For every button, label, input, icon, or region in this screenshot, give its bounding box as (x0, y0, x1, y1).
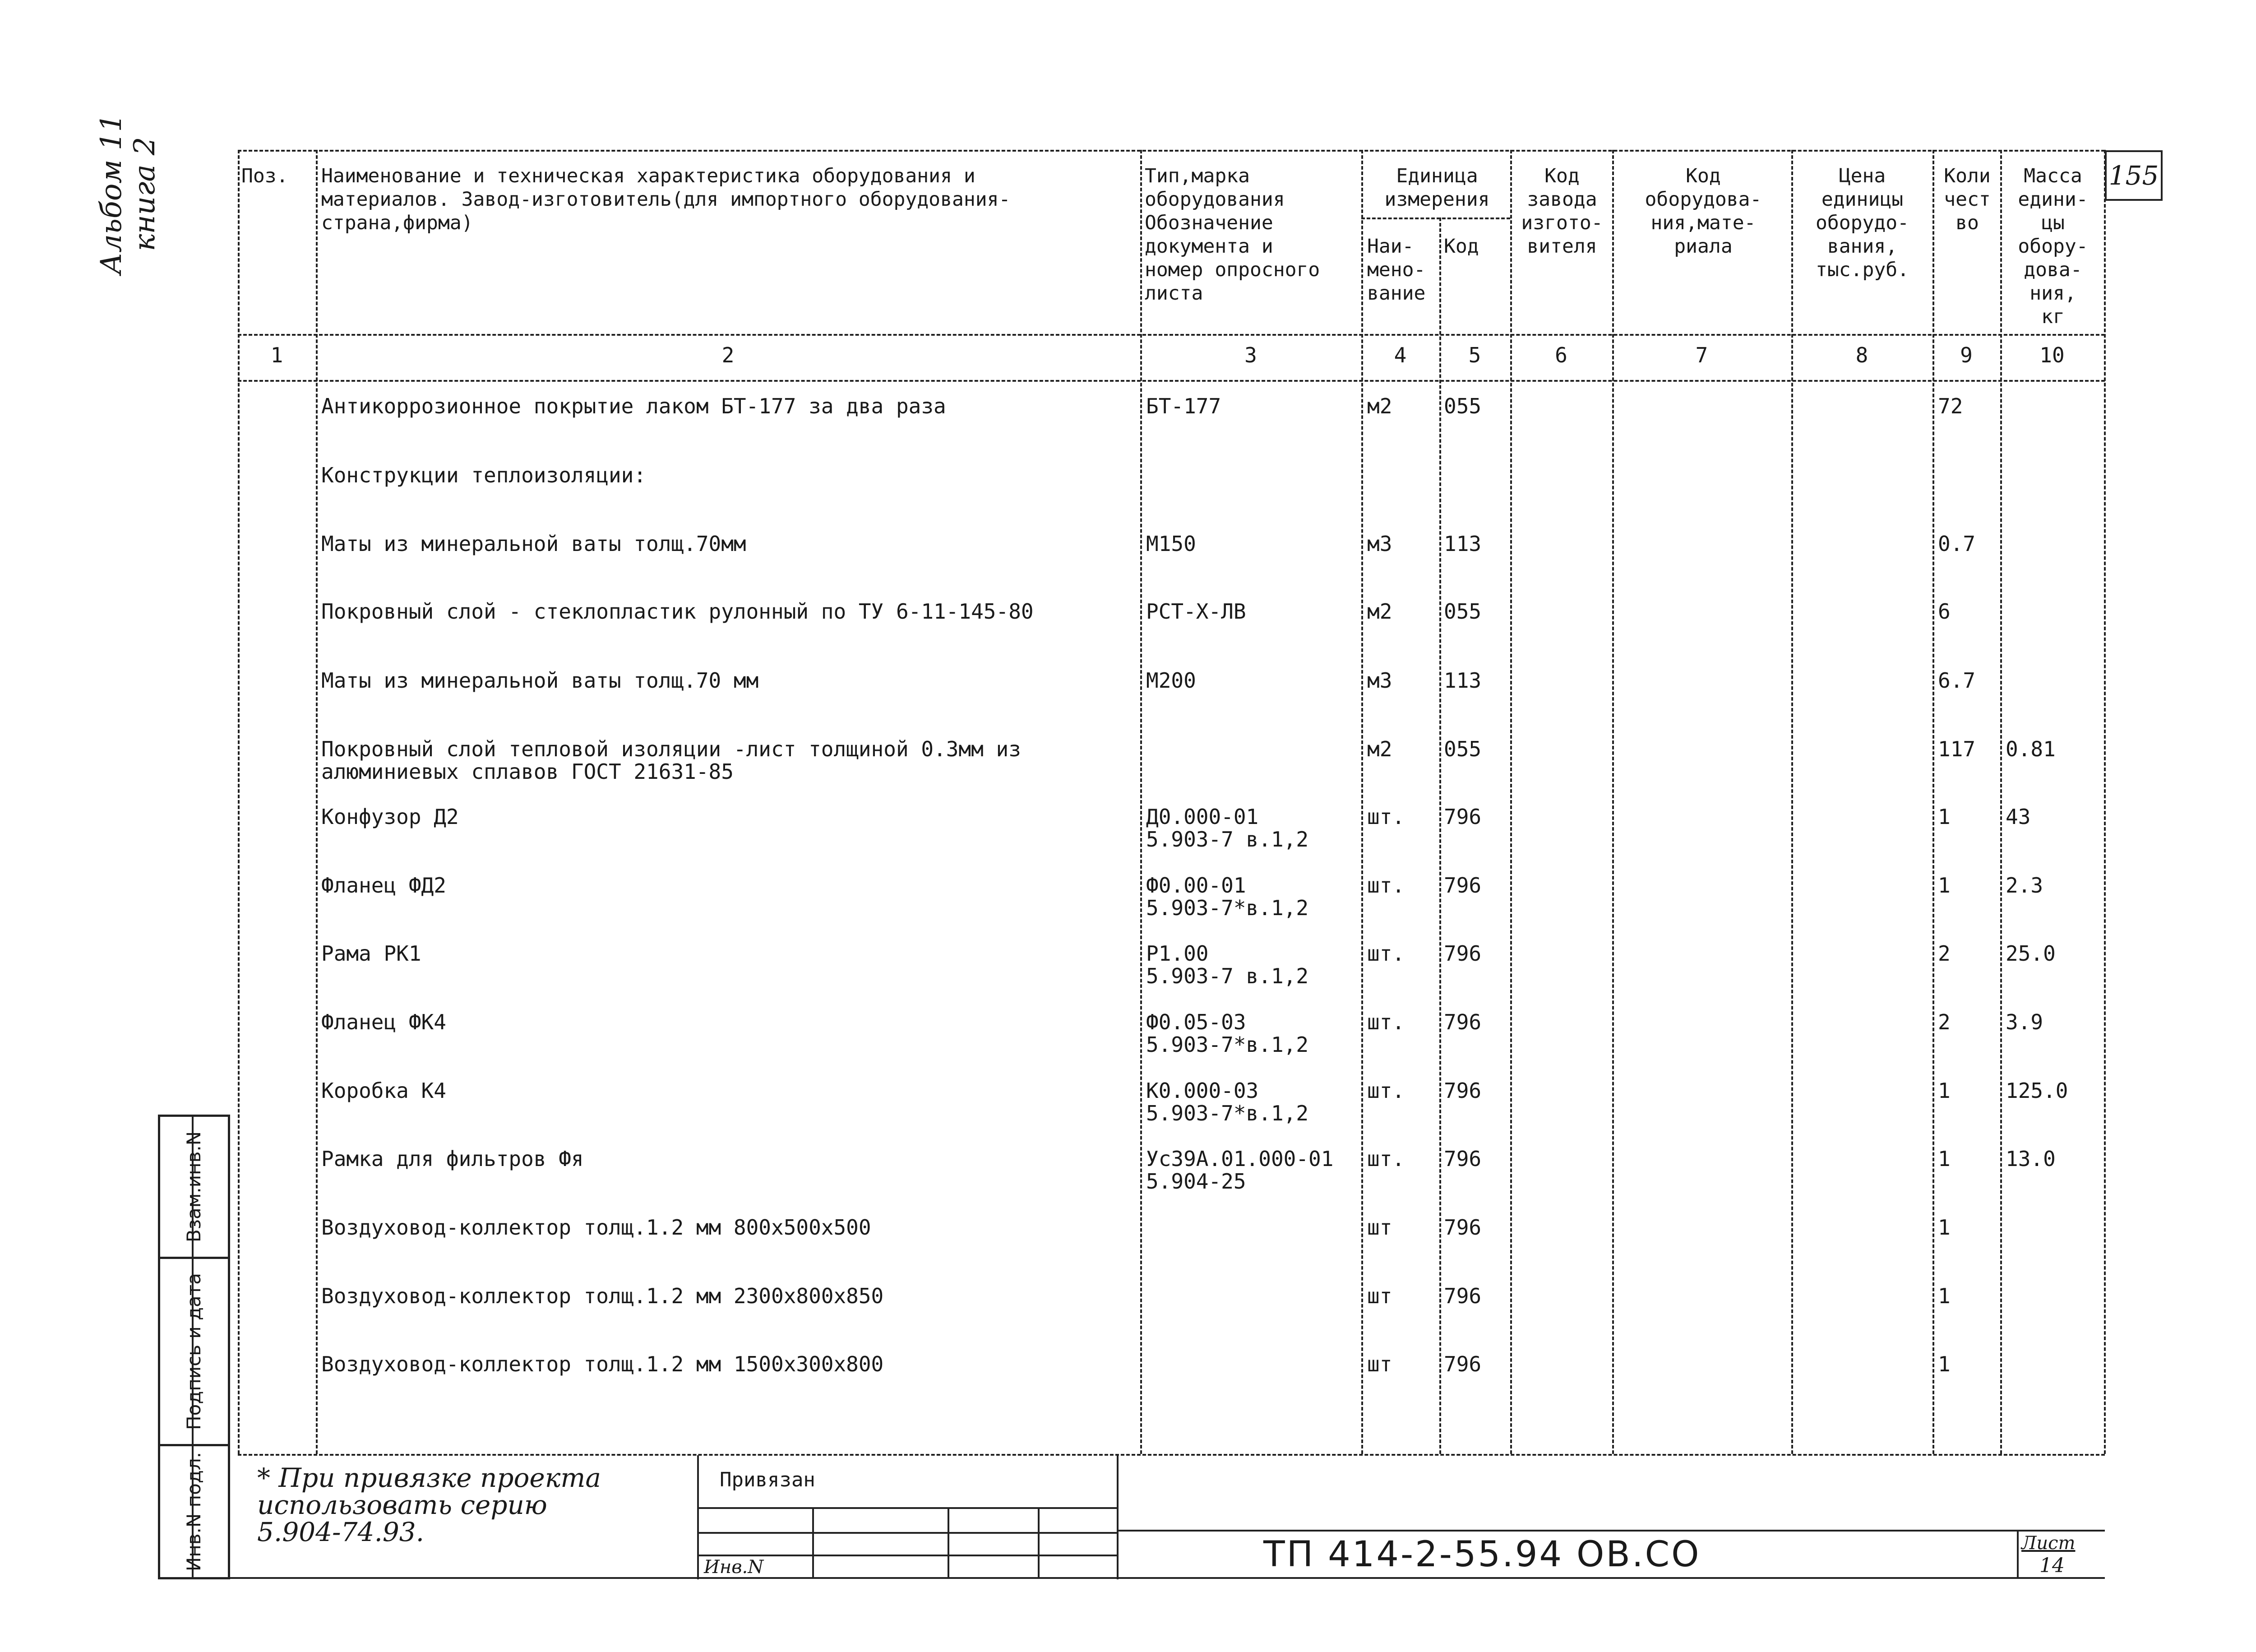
row-qty: 6 (1938, 599, 1951, 624)
row-qty: 1 (1938, 1215, 1951, 1240)
row-mass: 43 (2006, 805, 2031, 829)
col-number-7: 7 (1695, 343, 1708, 367)
row-name: Воздуховод-коллектор толщ.1.2 мм 800х500х500 (321, 1215, 871, 1240)
row-qty: 2 (1938, 1010, 1951, 1034)
row-code: 796 (1444, 1352, 1482, 1376)
row-mass: 125.0 (2006, 1078, 2068, 1103)
sheet-number: 14 (2039, 1554, 2065, 1577)
row-qty: 1 (1938, 805, 1951, 829)
row-qty: 1 (1938, 1352, 1951, 1376)
row-type: М150 (1146, 532, 1196, 556)
title-line-1 (697, 1507, 1117, 1509)
row-unit: м2 (1367, 394, 1392, 418)
row-qty: 6.7 (1938, 668, 1976, 693)
row-type: РСТ-Х-ЛВ (1146, 599, 1246, 624)
side-stamp-bottom-line (158, 1577, 238, 1579)
header-qty: Коли чест во (1944, 165, 1991, 234)
row-code: 796 (1444, 941, 1482, 966)
unit-split-line (1361, 217, 1510, 219)
row-code: 113 (1444, 532, 1482, 556)
row-unit: м2 (1367, 599, 1392, 624)
row-unit: шт. (1367, 1010, 1405, 1034)
row-name: Маты из минеральной ваты толщ.70мм (321, 532, 746, 556)
title-block-left (697, 1455, 699, 1579)
side-stamp-podpis-label: Подпись и дата (183, 1273, 205, 1430)
title-line-4 (238, 1577, 2105, 1579)
row-name: Фланец ФД2 (321, 873, 446, 898)
row-name: Покровный слой - стеклопластик рулонный по ТУ 6-11-145-80 (321, 599, 1034, 624)
album-label: Альбом 11 книга 2 (95, 113, 162, 275)
title-block-right (1117, 1455, 1119, 1579)
row-type: К0.000-03 5.903-7*в.1,2 (1146, 1078, 1309, 1125)
title-sep-2 (948, 1507, 949, 1577)
row-qty: 1 (1938, 1147, 1951, 1171)
row-mass: 0.81 (2006, 737, 2056, 761)
col-number-5: 5 (1468, 343, 1481, 367)
title-sep-1 (812, 1507, 814, 1577)
row-code: 055 (1444, 737, 1482, 761)
row-name: Покровный слой тепловой изоляции -лист толщиной 0.3мм из алюминиевых сплавов ГОСТ 21631-85 (321, 737, 1021, 784)
col-number-2: 2 (721, 343, 735, 367)
footnote: * При привязке проекта использовать серию 5.904-74.93. (257, 1462, 601, 1547)
page-number: 155 (2105, 150, 2163, 201)
row-code: 796 (1444, 1147, 1482, 1171)
row-mass: 13.0 (2006, 1147, 2056, 1171)
inv-label: Инв.N (704, 1557, 764, 1578)
header-pos: Поз. (241, 165, 288, 187)
table-bottom-line (238, 1454, 2105, 1456)
col-number-10: 10 (2039, 343, 2065, 367)
row-qty: 117 (1938, 737, 1976, 761)
col-number-8: 8 (1855, 343, 1868, 367)
col-number-1: 1 (270, 343, 283, 367)
col-number-3: 3 (1244, 343, 1257, 367)
row-code: 796 (1444, 873, 1482, 898)
row-code: 055 (1444, 599, 1482, 624)
row-unit: м3 (1367, 532, 1392, 556)
row-qty: 2 (1938, 941, 1951, 966)
row-unit: шт. (1367, 805, 1405, 829)
header-name: Наименование и техническая характеристика оборудования и материалов. Завод-изготовитель(для импортного оборудования- страна,фирма) (321, 165, 1011, 234)
header-plant-code: Код завода изгото- вителя (1521, 165, 1603, 258)
row-name: Маты из минеральной ваты толщ.70 мм (321, 668, 759, 693)
header-unit-name: Наи- мено- вание (1367, 235, 1426, 305)
header-material-code: Код оборудова- ния,мате- риала (1645, 165, 1762, 258)
header-unit-code: Код (1444, 235, 1479, 258)
row-mass: 2.3 (2006, 873, 2043, 898)
row-unit: шт (1367, 1215, 1392, 1240)
col-number-9: 9 (1960, 343, 1973, 367)
row-name: Коробка К4 (321, 1078, 446, 1103)
row-name: Рама РК1 (321, 941, 421, 966)
row-type: М200 (1146, 668, 1196, 693)
row-unit: шт (1367, 1352, 1392, 1376)
sheet-label: Лист (2021, 1533, 2076, 1554)
row-name: Конструкции теплоизоляции: (321, 463, 647, 487)
row-mass: 25.0 (2006, 941, 2056, 966)
row-unit: м2 (1367, 737, 1392, 761)
doc-code: ТП 414-2-55.94 ОВ.СО (1263, 1534, 1701, 1575)
row-qty: 1 (1938, 873, 1951, 898)
row-code: 796 (1444, 1215, 1482, 1240)
row-unit: шт (1367, 1284, 1392, 1308)
side-stamp-vzam-label: Взам.инв.N (183, 1131, 205, 1243)
row-code: 055 (1444, 394, 1482, 418)
header-price: Цена единицы оборудо- вания, тыс.руб. (1815, 165, 1909, 281)
row-qty: 72 (1938, 394, 1963, 418)
row-name: Фланец ФК4 (321, 1010, 446, 1034)
row-qty: 0.7 (1938, 532, 1976, 556)
row-code: 796 (1444, 1078, 1482, 1103)
row-name: Рамка для фильтров Фя (321, 1147, 584, 1171)
row-code: 796 (1444, 1284, 1482, 1308)
header-type: Тип,марка оборудования Обозначение документа и номер опросного листа (1145, 165, 1320, 305)
row-unit: шт. (1367, 873, 1405, 898)
colnum-bottom-line (238, 380, 2105, 382)
col-number-4: 4 (1394, 343, 1407, 367)
side-stamp-inv-podl-label: Инв.N подл. (183, 1452, 205, 1572)
title-sep-3 (1038, 1507, 1040, 1577)
row-code: 796 (1444, 1010, 1482, 1034)
row-name: Конфузор Д2 (321, 805, 459, 829)
row-qty: 1 (1938, 1078, 1951, 1103)
row-unit: шт. (1367, 1147, 1405, 1171)
sheet-box-sep (2017, 1530, 2019, 1577)
title-line-2 (697, 1532, 1117, 1534)
header-unit: Единица измерения (1384, 165, 1490, 211)
row-qty: 1 (1938, 1284, 1951, 1308)
row-name: Воздуховод-коллектор толщ.1.2 мм 1500х300х800 (321, 1352, 884, 1376)
col-number-6: 6 (1555, 343, 1567, 367)
row-type: Р1.00 5.903-7 в.1,2 (1146, 941, 1309, 988)
col-line-4 (1439, 217, 1441, 1454)
row-type: Д0.000-01 5.903-7 в.1,2 (1146, 805, 1309, 851)
header-bottom-line (238, 334, 2105, 336)
row-unit: м3 (1367, 668, 1392, 693)
row-code: 796 (1444, 805, 1482, 829)
row-type: Ус39А.01.000-01 5.904-25 (1146, 1147, 1334, 1194)
row-name: Антикоррозионное покрытие лаком БТ-177 за два раза (321, 394, 946, 418)
row-type: Ф0.00-01 5.903-7*в.1,2 (1146, 873, 1309, 920)
header-mass: Масса едини- цы обору- дова- ния, кг (2018, 165, 2088, 328)
table-top-line (238, 150, 2105, 152)
row-unit: шт. (1367, 1078, 1405, 1103)
row-name: Воздуховод-коллектор толщ.1.2 мм 2300х800х850 (321, 1284, 884, 1308)
row-code: 113 (1444, 668, 1482, 693)
row-type: БТ-177 (1146, 394, 1221, 418)
privyazan-label: Привязан (720, 1468, 815, 1491)
row-unit: шт. (1367, 941, 1405, 966)
row-mass: 3.9 (2006, 1010, 2043, 1034)
col-line-10 (2104, 150, 2106, 1454)
row-type: Ф0.05-03 5.903-7*в.1,2 (1146, 1010, 1309, 1057)
doc-code-top-line (1117, 1530, 2105, 1532)
